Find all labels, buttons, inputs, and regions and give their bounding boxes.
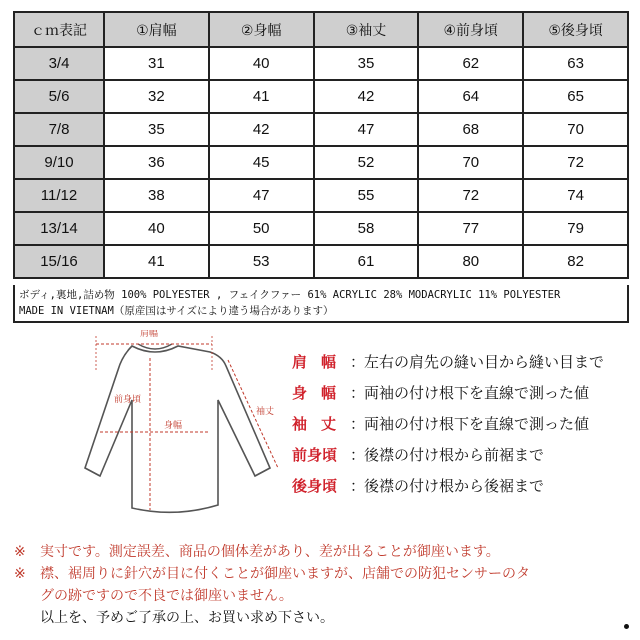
- definition-desc: 両袖の付け根下を直線で測った値: [364, 384, 590, 402]
- notes: [14, 541, 630, 629]
- table-cell: 72: [523, 146, 628, 179]
- body-width-label: 身幅: [164, 421, 183, 431]
- definition-desc: 両袖の付け根下を直線で測った値: [364, 415, 590, 433]
- definition-colon: ：: [350, 415, 366, 433]
- definition-term: 袖丈: [292, 415, 351, 433]
- table-cell: 41: [209, 80, 314, 113]
- table-cell: 70: [523, 113, 628, 146]
- table-cell: 36: [104, 146, 209, 179]
- table-cell: 42: [209, 113, 314, 146]
- table-cell: 50: [209, 212, 314, 245]
- table-cell: 77: [418, 212, 523, 245]
- corner-dot: [624, 624, 629, 629]
- table-cell: 35: [104, 113, 209, 146]
- table-row: [14, 245, 628, 278]
- size-label: 13/14: [14, 212, 104, 245]
- table-row: [14, 80, 628, 113]
- header-body-width: ②身幅: [209, 12, 314, 47]
- definition-row: [292, 377, 632, 408]
- table-cell: 53: [209, 245, 314, 278]
- note-mark: ※: [14, 566, 26, 582]
- definition-term: 前身頃: [292, 446, 338, 464]
- table-cell: 38: [104, 179, 209, 212]
- table-cell: 62: [418, 47, 523, 80]
- note-text: 襟、裾周りに針穴が目に付くことが御座いますが、店舗での防犯センサーのタ: [40, 566, 530, 582]
- jacket-outline-diagram: [60, 330, 290, 530]
- header-sleeve: ③袖丈: [314, 12, 419, 47]
- table-header-row: [14, 12, 628, 47]
- sleeve-label: 袖丈: [256, 407, 275, 417]
- table-cell: 31: [104, 47, 209, 80]
- note-text: 実寸です。測定誤差、商品の個体差があり、差が出ることが御座います。: [40, 544, 500, 560]
- table-cell: 72: [418, 179, 523, 212]
- header-size-unit: ｃｍ表記: [14, 12, 104, 47]
- measurement-definitions: [292, 346, 632, 501]
- material-info: [13, 285, 629, 323]
- table-cell: 45: [209, 146, 314, 179]
- definition-term: 身幅: [292, 384, 351, 402]
- table-cell: 65: [523, 80, 628, 113]
- note-line: 以上を、予めご了承の上、お買い求め下さい。: [40, 610, 334, 626]
- size-label: 3/4: [14, 47, 104, 80]
- definition-row: [292, 346, 632, 377]
- cuff-lines: [85, 468, 270, 476]
- table-row: [14, 146, 628, 179]
- table-row: [14, 113, 628, 146]
- material-composition: ボディ,裏地,詰め物 100% POLYESTER , フェイクファー 61% ACRYLIC 28% MODACRYLIC 11% POLYESTER: [19, 289, 561, 301]
- table-cell: 47: [314, 113, 419, 146]
- front-length-label: 前身頃: [114, 395, 142, 405]
- size-label: 5/6: [14, 80, 104, 113]
- table-cell: 63: [523, 47, 628, 80]
- note-line: グの跡ですので不良では御座いません。: [40, 588, 293, 604]
- definition-desc: 後襟の付け根から前裾まで: [364, 446, 545, 464]
- table-cell: 40: [104, 212, 209, 245]
- table-cell: 70: [418, 146, 523, 179]
- table-cell: 35: [314, 47, 419, 80]
- table-cell: 32: [104, 80, 209, 113]
- shoulder-label: 肩幅: [140, 330, 159, 339]
- table-row: [14, 212, 628, 245]
- definition-desc: 左右の肩先の縫い目から縫い目まで: [364, 353, 605, 371]
- table-cell: 52: [314, 146, 419, 179]
- table-cell: 42: [314, 80, 419, 113]
- definition-row: [292, 408, 632, 439]
- table-row: [14, 179, 628, 212]
- country-of-origin: MADE IN VIETNAM（原産国はサイズにより違う場合があります）: [19, 305, 334, 317]
- table-cell: 74: [523, 179, 628, 212]
- definition-term: 肩幅: [292, 353, 351, 371]
- definition-desc: 後襟の付け根から後裾まで: [364, 477, 545, 495]
- table-cell: 61: [314, 245, 419, 278]
- definition-term: 後身頃: [292, 477, 338, 495]
- header-shoulder: ①肩幅: [104, 12, 209, 47]
- garment-diagram: [60, 330, 290, 530]
- table-cell: 55: [314, 179, 419, 212]
- definition-row: [292, 439, 632, 470]
- size-table: [13, 11, 629, 279]
- table-cell: 82: [523, 245, 628, 278]
- table-cell: 47: [209, 179, 314, 212]
- table-cell: 68: [418, 113, 523, 146]
- header-front-length: ④前身頃: [418, 12, 523, 47]
- size-label: 15/16: [14, 245, 104, 278]
- definition-colon: ：: [350, 384, 366, 402]
- table-cell: 64: [418, 80, 523, 113]
- table-cell: 80: [418, 245, 523, 278]
- note-line: [14, 541, 630, 563]
- collar-line: [138, 344, 172, 349]
- size-label: 9/10: [14, 146, 104, 179]
- table-cell: 58: [314, 212, 419, 245]
- note-mark: ※: [14, 544, 26, 560]
- definition-row: [292, 470, 632, 501]
- definition-colon: ：: [350, 353, 366, 371]
- size-label: 7/8: [14, 113, 104, 146]
- table-cell: 40: [209, 47, 314, 80]
- table-cell: 41: [104, 245, 209, 278]
- table-cell: 79: [523, 212, 628, 245]
- table-row: [14, 47, 628, 80]
- definition-colon: ：: [350, 446, 366, 464]
- note-line: [14, 563, 630, 585]
- size-label: 11/12: [14, 179, 104, 212]
- header-back-length: ⑤後身頃: [523, 12, 628, 47]
- definition-colon: ：: [350, 477, 366, 495]
